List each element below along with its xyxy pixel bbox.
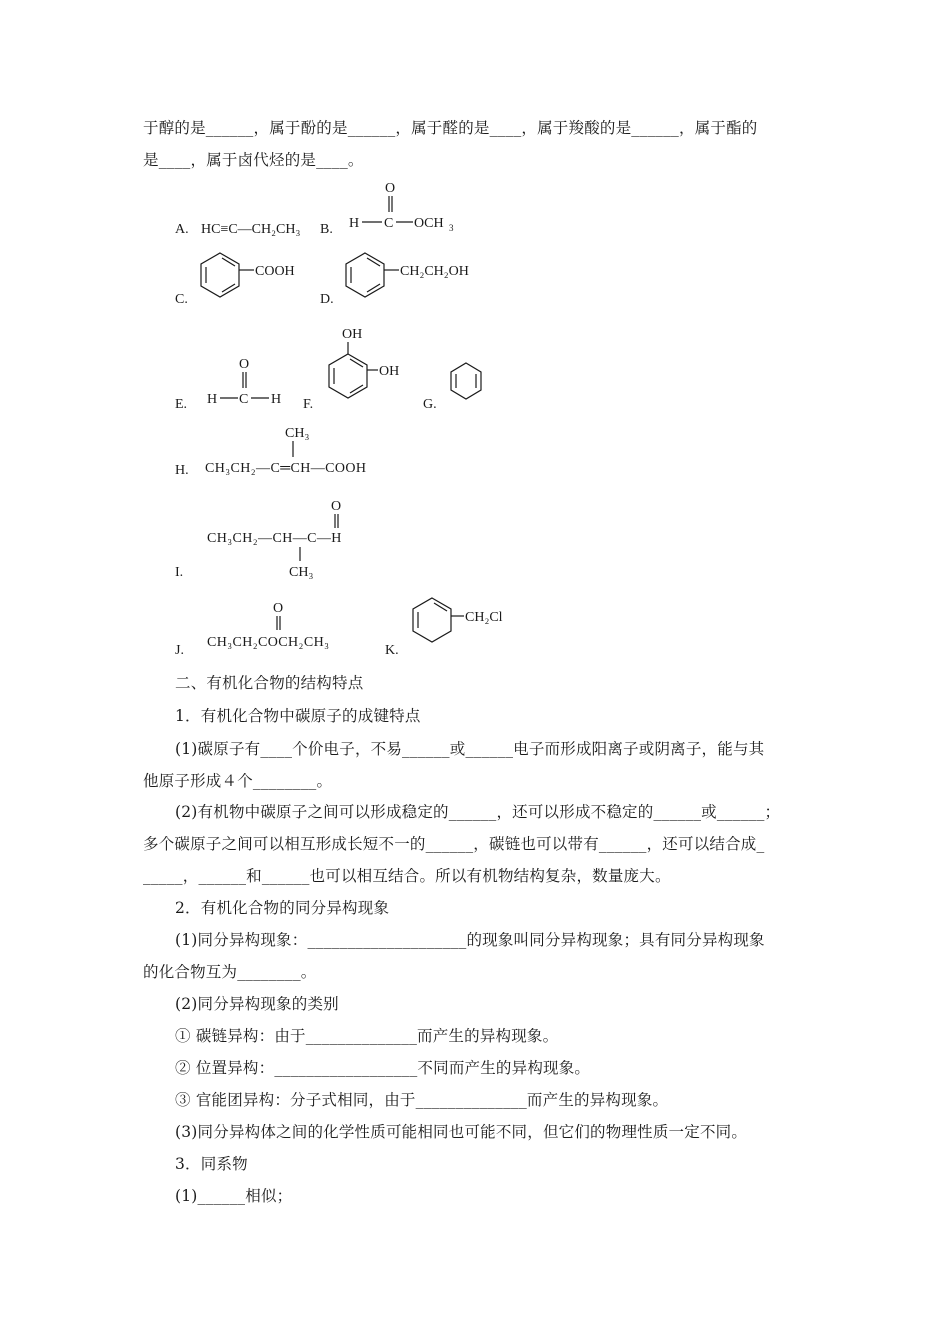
j-main-chain: CH₃CH₂COCH₂CH₃ (207, 635, 330, 650)
b-carbon: C (384, 216, 394, 231)
structure-d (345, 248, 505, 312)
para-1-2-line-3: _____，______和______也可以相互结合。所以有机物结构复杂，数量庞大。 (143, 867, 671, 885)
section-heading: 二、有机化合物的结构特点 (175, 674, 364, 692)
c-cooh: COOH (255, 264, 295, 279)
option-d-label: D. (320, 292, 334, 307)
h-main-chain: CH₃CH₂—C═CH—COOH (205, 461, 367, 476)
option-k-label: K. (385, 643, 399, 658)
para-2-1-line-2: 的化合物互为________。 (143, 963, 317, 981)
i-ch3-bottom: CH₃ (289, 565, 314, 580)
subsection-1-title: 1．有机化合物中碳原子的成键特点 (175, 707, 421, 725)
option-a-formula: HC≡C—CH₂CH₃ (201, 222, 301, 237)
structure-g (449, 360, 489, 414)
option-c-label: C. (175, 292, 188, 307)
e-hydrogen-right: H (271, 392, 282, 407)
f-oh-top: OH (342, 327, 363, 342)
d-inner-bond-3 (367, 284, 380, 292)
option-b-label: B. (320, 222, 333, 237)
k-inner-bond-2 (434, 603, 447, 611)
para-1-1-line-2: 他原子形成４个________。 (143, 772, 333, 790)
para-2-2-item-3: ③ 官能团异构：分子式相同，由于______________而产生的异构现象。 (175, 1091, 669, 1109)
para-2-1-line-1: (1)同分异构现象：____________________的现象叫同分异构现象；具有同分异构现象 (175, 931, 765, 949)
option-a-label: A. (175, 222, 189, 237)
b-hydrogen: H (349, 216, 360, 231)
f-oh-right: OH (379, 364, 400, 379)
d-ch2ch2oh: CH₂CH₂OH (400, 264, 469, 279)
para-1-2-line-2: 多个碳原子之间可以相互形成长短不一的______，碳链也可以带有______，还可以结合成_ (143, 835, 765, 853)
para-2-2-item-2: ② 位置异构：__________________不同而产生的异构现象。 (175, 1059, 591, 1077)
option-f-label: F. (303, 397, 314, 412)
option-e-label: E. (175, 397, 188, 412)
d-benzene-ring (346, 253, 384, 297)
structure-i (205, 494, 395, 588)
k-ring (413, 598, 451, 642)
f-inner-bond-2 (350, 359, 363, 367)
structure-j (205, 596, 375, 660)
structure-c (200, 248, 320, 312)
j-oxygen: O (273, 601, 284, 616)
e-oxygen: O (239, 357, 250, 372)
para-2-2: (2)同分异构现象的类别 (175, 995, 339, 1013)
b-oxygen: O (385, 181, 396, 196)
structure-e (203, 352, 293, 416)
e-carbon: C (239, 392, 249, 407)
b-och: OCH (414, 216, 444, 231)
intro-line-2: 是____，属于卤代烃的是____。 (143, 151, 364, 169)
subsection-3-title: 3．同系物 (175, 1155, 248, 1173)
structure-k (412, 594, 532, 664)
option-h-label: H. (175, 463, 189, 478)
structure-h (203, 420, 433, 484)
option-j-label: J. (175, 643, 184, 658)
para-3-1: (1)______相似； (175, 1187, 293, 1205)
para-2-3: (3)同分异构体之间的化学性质可能相同也可能不同，但它们的物理性质一定不同。 (175, 1123, 748, 1141)
option-g-label: G. (423, 397, 437, 412)
para-1-2-line-1: (2)有机物中碳原子之间可以形成稳定的______，还可以形成不稳定的______或______； (175, 803, 781, 821)
i-oxygen: O (331, 499, 342, 514)
f-inner-bond-3 (350, 385, 363, 393)
c-inner-bond-2 (222, 258, 235, 266)
d-inner-bond-2 (367, 258, 380, 266)
intro-line-1: 于醇的是______，属于酚的是______，属于醛的是____，属于羧酸的是______，属于酯的 (143, 119, 758, 137)
structure-b (345, 175, 475, 244)
structure-f (322, 322, 422, 418)
para-2-2-item-1: ① 碳链异构：由于______________而产生的异构现象。 (175, 1027, 559, 1045)
option-i-label: I. (175, 565, 184, 580)
c-inner-bond-3 (222, 284, 235, 292)
subsection-2-title: 2．有机化合物的同分异构现象 (175, 899, 390, 917)
f-benzene-ring (329, 354, 367, 398)
b-sub-3: 3 (449, 223, 454, 233)
h-ch3-top: CH₃ (285, 426, 310, 441)
k-ch2cl: CH₂Cl (465, 610, 503, 625)
i-main-chain: CH₃CH₂—CH—C—H (207, 531, 342, 546)
c-benzene-ring (201, 253, 239, 297)
e-hydrogen-left: H (207, 392, 218, 407)
para-1-1-line-1: (1)碳原子有____个价电子，不易______或______电子而形成阳离子或阴离子，能与其 (175, 740, 765, 758)
